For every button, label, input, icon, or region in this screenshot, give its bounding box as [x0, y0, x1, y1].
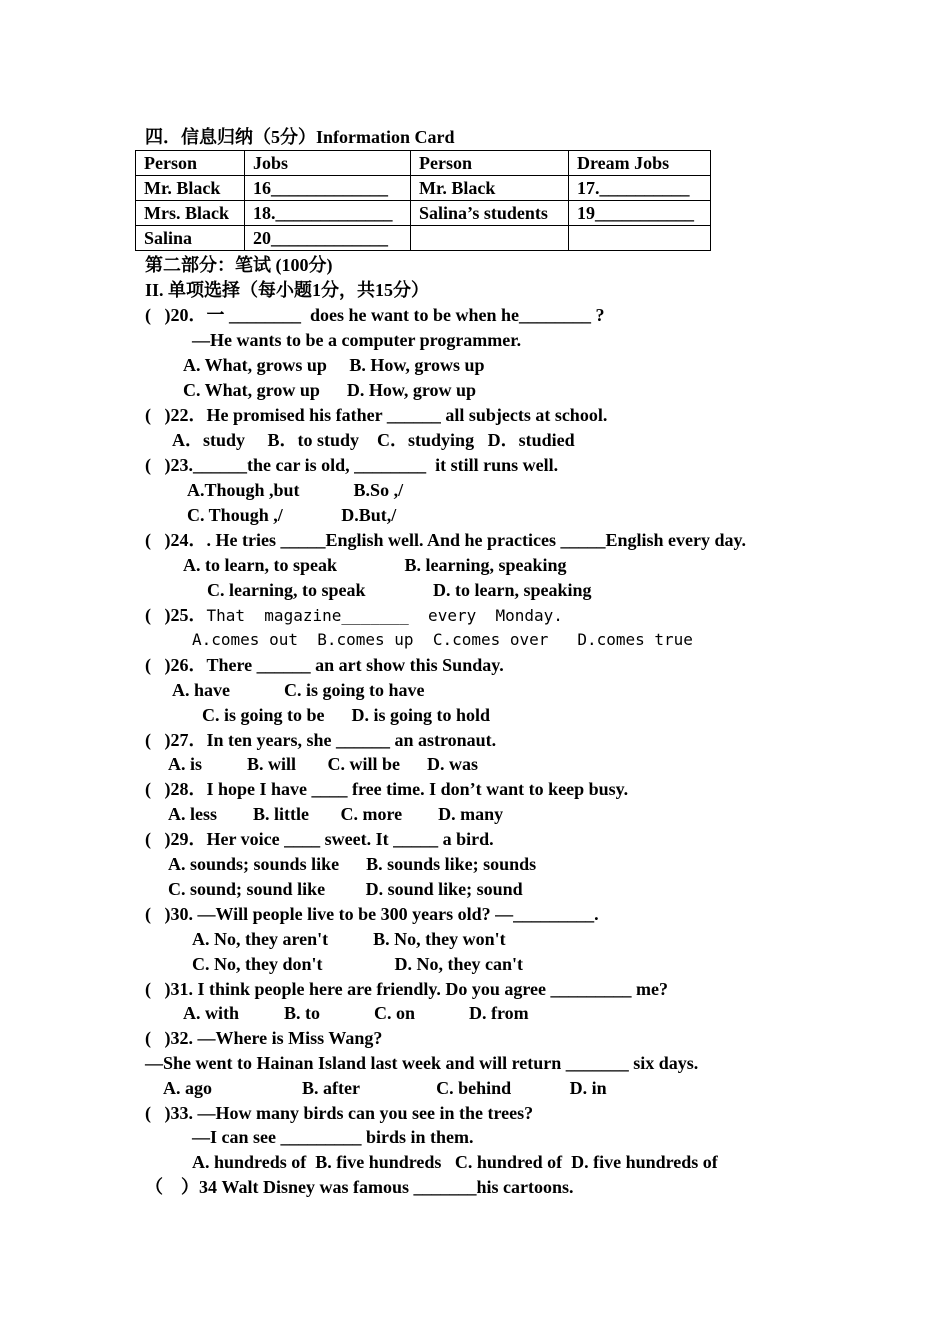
question-26: ( )26．There ______ an art show this Sunday.	[145, 655, 504, 675]
table-cell: Mr. Black	[136, 176, 245, 201]
table-row	[136, 151, 711, 176]
question-30-options-ab: A. No, they aren't B. No, they won't	[192, 929, 506, 949]
table-cell: 18._____________	[245, 201, 411, 226]
question-30-options-cd: C. No, they don't D. No, they can't	[192, 954, 523, 974]
question-20-options-cd: C. What, grow up D. How, grow up	[183, 380, 477, 400]
question-34: （ ）34 Walt Disney was famous _______his cartoons.	[145, 1177, 574, 1197]
question-25-options: A.comes out B.comes up C.comes over D.comes true	[192, 630, 693, 649]
table-cell: Person	[136, 151, 245, 176]
question-26-options-ab: A. have C. is going to have	[172, 680, 425, 700]
question-27-options: A. is B. will C. will be D. was	[168, 754, 479, 774]
question-22-options: A．study B．to study C．studying D．studied	[172, 430, 575, 450]
question-31: ( )31. I think people here are friendly. Do you agree _________ me?	[145, 979, 668, 999]
table-cell	[569, 226, 711, 251]
table-cell: Mr. Black	[411, 176, 569, 201]
table-cell: 16_____________	[245, 176, 411, 201]
question-20-answer-line: —He wants to be a computer programmer.	[192, 330, 522, 350]
question-29: ( )29．Her voice ____ sweet. It _____ a bird.	[145, 829, 494, 849]
question-32-options: A. ago B. after C. behind D. in	[163, 1078, 607, 1098]
question-25-number: ( )25．	[145, 605, 207, 625]
question-20-options-ab: A. What, grows up B. How, grows up	[183, 355, 485, 375]
table-cell: 20_____________	[245, 226, 411, 251]
question-23-options-ab: A.Though ,but B.So ,/	[187, 480, 404, 500]
question-32: ( )32. —Where is Miss Wang?	[145, 1028, 383, 1048]
question-24: ( )24．. He tries _____English well. And he practices _____English every day.	[145, 530, 746, 550]
question-25-text: That magazine_______ every Monday.	[206, 606, 563, 625]
question-33-options: A. hundreds of B. five hundreds C. hundred of D. five hundreds of	[192, 1152, 718, 1172]
question-29-options-ab: A. sounds; sounds like B. sounds like; sounds	[168, 854, 537, 874]
table-cell: Salina’s students	[411, 201, 569, 226]
table-cell: 17.__________	[569, 176, 711, 201]
question-28: ( )28．I hope I have ____ free time. I don’t want to keep busy.	[145, 779, 629, 799]
question-25	[145, 603, 563, 628]
question-33-response: —I can see _________ birds in them.	[192, 1127, 474, 1147]
question-32-response: —She went to Hainan Island last week and will return _______ six days.	[145, 1053, 699, 1073]
table-cell: Dream Jobs	[569, 151, 711, 176]
table-row	[136, 176, 711, 201]
question-27: ( )27．In ten years, she ______ an astronaut.	[145, 730, 497, 750]
question-23-options-cd: C. Though ,/ D.But,/	[187, 505, 397, 525]
question-31-options: A. with B. to C. on D. from	[183, 1003, 529, 1023]
question-23: ( )23.______the car is old, ________ it still runs well.	[145, 455, 559, 475]
table-cell: Person	[411, 151, 569, 176]
question-20: ( )20．一 ________ does he want to be when he________ ?	[145, 305, 605, 325]
section-4-heading: 四．信息归纳（5分）Information Card	[145, 127, 455, 147]
question-24-options-cd: C. learning, to speak D. to learn, speaking	[207, 580, 592, 600]
table-row	[136, 226, 711, 251]
question-22: ( )22．He promised his father ______ all subjects at school.	[145, 405, 608, 425]
question-28-options: A. less B. little C. more D. many	[168, 804, 504, 824]
table-cell: Salina	[136, 226, 245, 251]
table-cell: 19___________	[569, 201, 711, 226]
section-2-heading: II. 单项选择（每小题1分，共15分）	[145, 280, 430, 300]
question-29-options-cd: C. sound; sound like D. sound like; sound	[168, 879, 523, 899]
question-26-options-cd: C. is going to be D. is going to hold	[202, 705, 491, 725]
part-2-heading: 第二部分：笔试 (100分)	[145, 255, 333, 275]
table-cell: Jobs	[245, 151, 411, 176]
table-row	[136, 201, 711, 226]
question-33: ( )33. —How many birds can you see in the trees?	[145, 1103, 534, 1123]
question-24-options-ab: A. to learn, to speak B. learning, speaking	[183, 555, 567, 575]
table-cell	[411, 226, 569, 251]
information-card-table	[135, 150, 711, 251]
table-cell: Mrs. Black	[136, 201, 245, 226]
question-30: ( )30. —Will people live to be 300 years old? —_________.	[145, 904, 599, 924]
